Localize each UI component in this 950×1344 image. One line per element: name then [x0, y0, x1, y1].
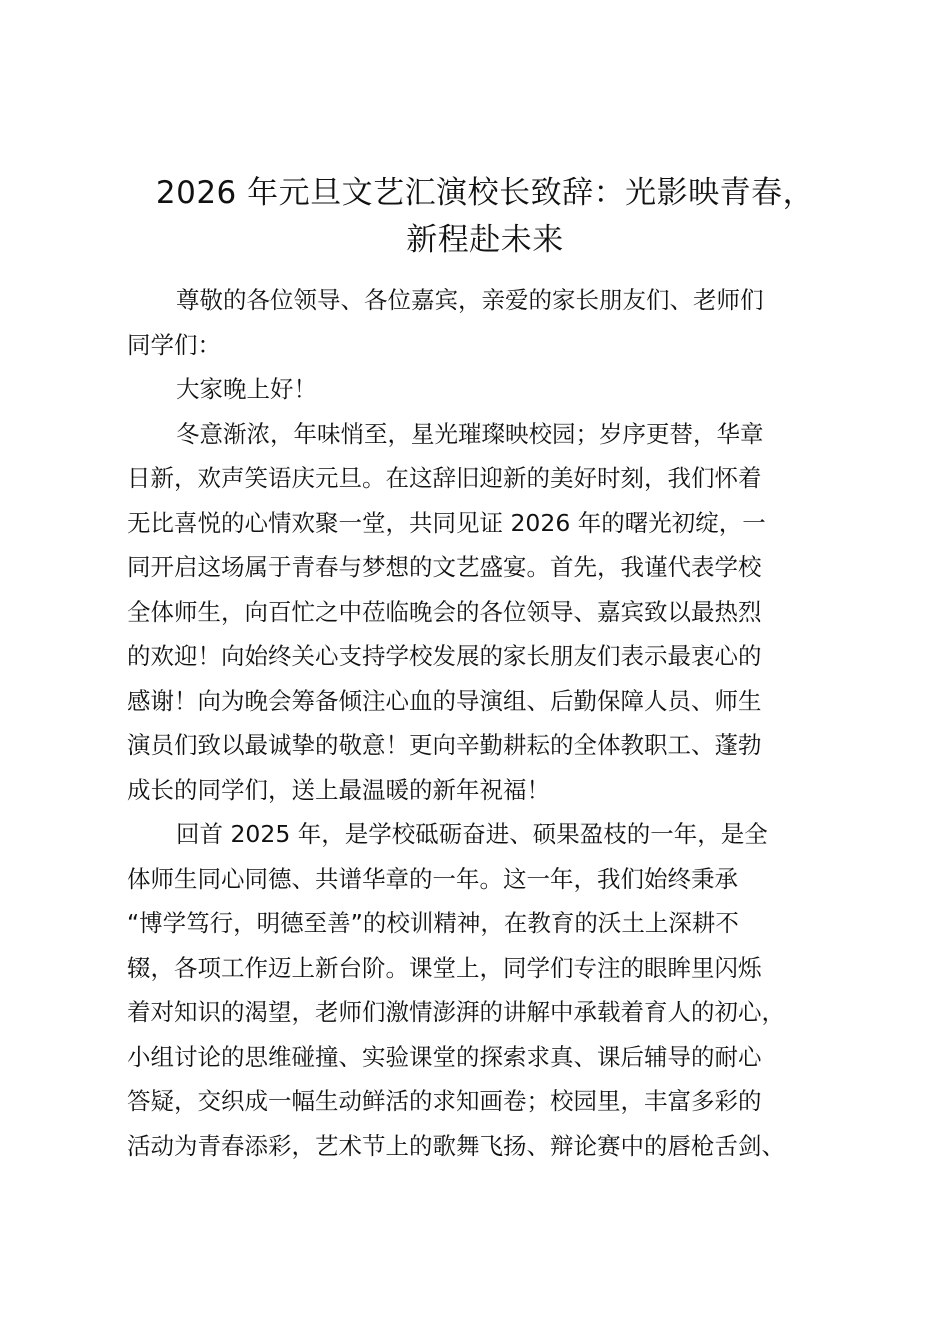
- text-line: 体师生同心同德、共谱华章的一年。这一年，我们始终秉承: [127, 864, 738, 893]
- text-line: 小组讨论的思维碰撞、实验课堂的探索求真、课后辅导的耐心: [127, 1042, 762, 1071]
- text-line: 活动为青春添彩，艺术节上的歌舞飞扬、辩论赛中的唇枪舌剑、: [127, 1131, 785, 1160]
- speech-body: [127, 278, 839, 1168]
- text-line: 尊敬的各位领导、各位嘉宾，亲爱的家长朋友们、老师们: [176, 286, 764, 314]
- text-line: 同学们：: [127, 330, 221, 359]
- text-line: 全体师生，向百忙之中莅临晚会的各位领导、嘉宾致以最热烈: [127, 597, 762, 626]
- text-line: 无比喜悦的心情欢聚一堂，共同见证 2026 年的曙光初绽，一: [127, 508, 766, 537]
- text-line: 冬意渐浓，年味悄至，星光璀璨映校园；岁序更替，华章: [176, 419, 764, 448]
- document-title: [110, 170, 860, 264]
- text-line: 着对知识的渴望，老师们激情澎湃的讲解中承载着育人的初心，: [127, 998, 785, 1026]
- text-line: 大家晚上好！: [176, 375, 317, 403]
- text-line: “博学笃行，明德至善”的校训精神，在教育的沃土上深耕不: [127, 909, 739, 937]
- text-line: 回首 2025 年，是学校砥砺奋进、硕果盈枝的一年，是全: [176, 820, 768, 848]
- text-line: 答疑，交织成一幅生动鲜活的求知画卷；校园里，丰富多彩的: [127, 1087, 762, 1115]
- text-line: 的欢迎！向始终关心支持学校发展的家长朋友们表示最衷心的: [127, 642, 762, 670]
- text-line: 感谢！向为晚会筹备倾注心血的导演组、后勤保障人员、师生: [127, 686, 762, 715]
- text-line: 辍，各项工作迈上新台阶。课堂上，同学们专注的眼眸里闪烁: [127, 953, 762, 982]
- text-line: 成长的同学们，送上最温暖的新年祝福！: [127, 775, 550, 804]
- text-line: 日新，欢声笑语庆元旦。在这辞旧迎新的美好时刻，我们怀着: [127, 464, 762, 492]
- text-line: 演员们致以最诚挚的敬意！更向辛勤耕耘的全体教职工、蓬勃: [127, 731, 762, 759]
- text-line: 同开启这场属于青春与梦想的文艺盛宴。首先，我谨代表学校: [127, 553, 762, 581]
- title-line-1: 2026 年元旦文艺汇演校长致辞：光影映青春，: [155, 175, 815, 211]
- title-line-2: 新程赴未来: [406, 222, 564, 258]
